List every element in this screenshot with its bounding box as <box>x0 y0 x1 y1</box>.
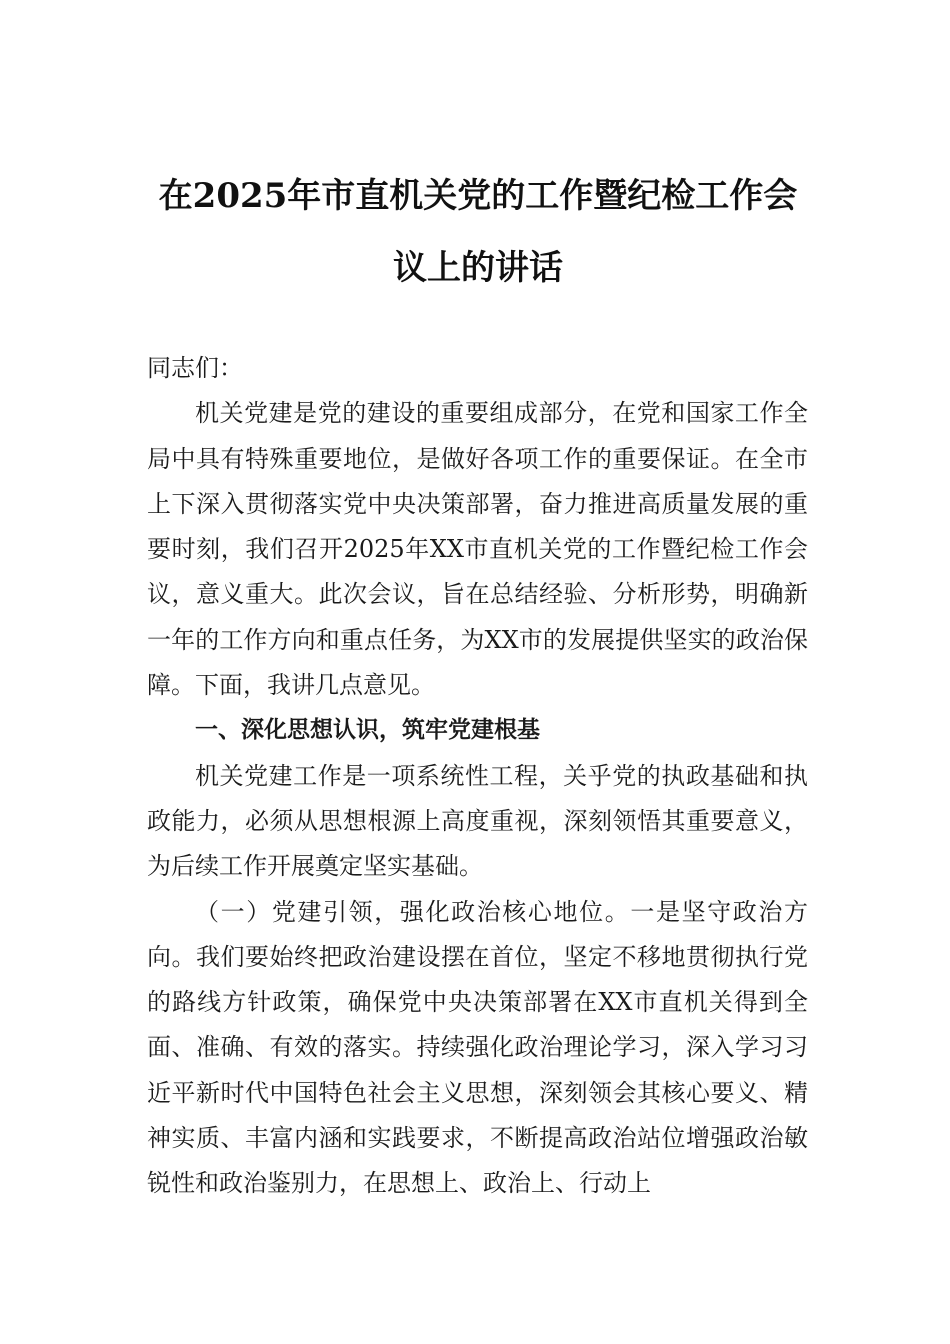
section-heading: 一、深化思想认识，筑牢党建根基 <box>195 717 540 744</box>
salutation: 同志们： <box>147 354 243 382</box>
opening-paragraph: 机关党建是党的建设的重要组成部分，在党和国家工作全局中具有特殊重要地位，是做好各项工作的重要保证。在全市上下深入贯彻落实党中央决策部署，奋力推进高质量发展的重要时刻，我们召开2025年XX市直机关党的工作暨纪检工作会议，意义重大。此次会议，旨在总结经验、分析形势，明确新一年的工作方向和重点任务，为XX市的发展提供坚实的政治保障。下面，我讲几点意见。 <box>147 399 808 700</box>
section-intro-paragraph: 机关党建工作是一项系统性工程，关乎党的执政基础和执政能力，必须从思想根源上高度重视，深刻领悟其重要意义，为后续工作开展奠定坚实基础。 <box>147 761 808 881</box>
document-body <box>147 346 808 1207</box>
document-title: 在2025年市直机关党的工作暨纪检工作会议上的讲话 <box>158 176 798 288</box>
subsection-paragraph: （一）党建引领，强化政治核心地位。一是坚守政治方向。我们要始终把政治建设摆在首位，坚定不移地贯彻执行党的路线方针政策，确保党中央决策部署在XX市直机关得到全面、准确、有效的落实。持续强化政治理论学习，深入学习习近平新时代中国特色社会主义思想，深刻领会其核心要义、精神实质、丰富内涵和实践要求，不断提高政治站位增强政治敏锐性和政治鉴别力，在思想上、政治上、行动上 <box>147 897 808 1198</box>
